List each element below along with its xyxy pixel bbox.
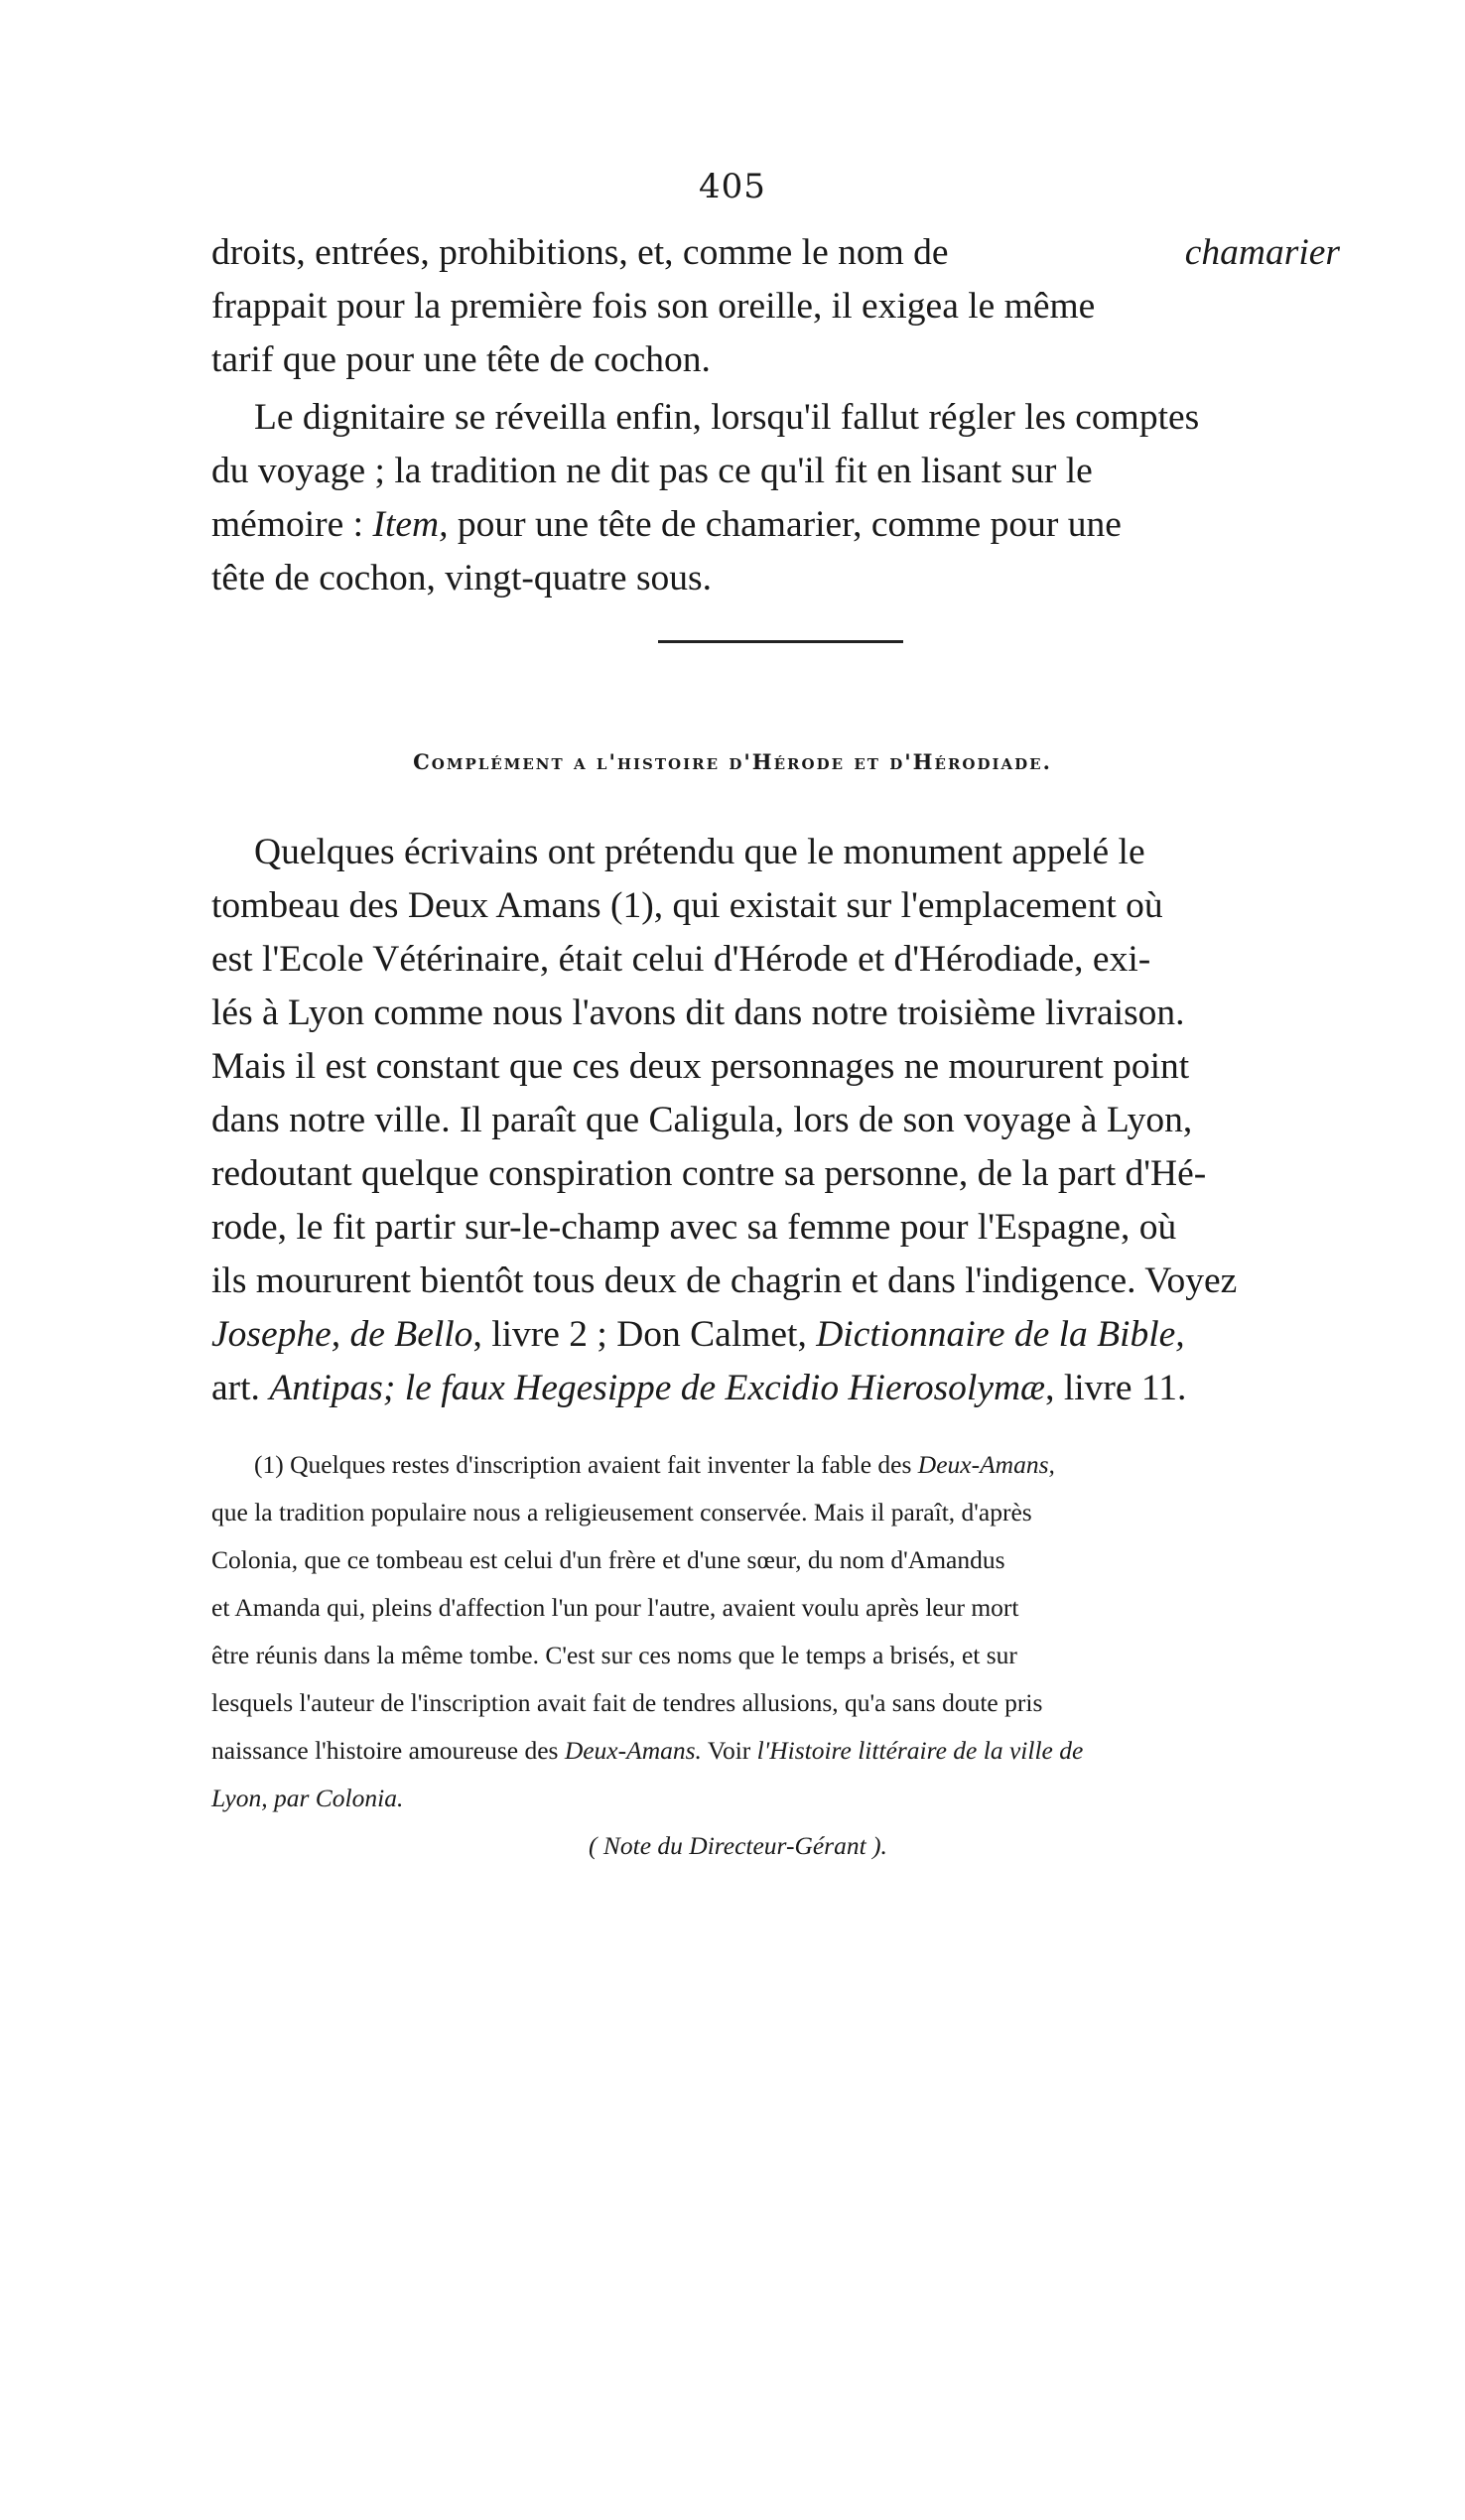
footnote-line xyxy=(211,1536,1340,1584)
text-line xyxy=(211,1147,1340,1201)
text-span-italic: Josephe, de Bello xyxy=(211,1314,473,1355)
text-span: (1) Quelques restes d'inscription avaient fait inventer la fable des xyxy=(254,1450,918,1479)
footnote-line xyxy=(211,1679,1340,1727)
text-span: redoutant quelque conspiration contre sa personne, de la part d'Hé- xyxy=(211,1153,1207,1194)
text-span-italic: Lyon, par Colonia. xyxy=(211,1784,404,1812)
text-span: ils moururent bientôt tous deux de chagrin et dans l'indigence. Voyez xyxy=(211,1260,1238,1301)
text-span: tarif que pour une tête de cochon. xyxy=(211,339,711,380)
text-span: Voir xyxy=(701,1736,757,1765)
text-line xyxy=(211,1362,1340,1415)
footnote-line xyxy=(211,1632,1340,1679)
text-span: être réunis dans la même tombe. C'est sur ces noms que le temps a brisés, et sur xyxy=(211,1641,1017,1669)
upper-text xyxy=(211,226,1340,605)
footnote-line xyxy=(211,1727,1340,1775)
text-span: naissance l'histoire amoureuse des xyxy=(211,1736,565,1765)
text-span: tombeau des Deux Amans (1), qui existait sur l'emplacement où xyxy=(211,885,1163,926)
text-span-italic: Deux-Amans, xyxy=(917,1450,1055,1479)
footnote-line xyxy=(211,1489,1340,1536)
footnote-line xyxy=(211,1775,1340,1822)
text-span: et Amanda qui, pleins d'affection l'un pour l'autre, avaient voulu après leur mort xyxy=(211,1593,1019,1622)
text-span: Mais il est constant que ces deux personnages ne moururent point xyxy=(211,1046,1190,1087)
text-span: lesquels l'auteur de l'inscription avait fait de tendres allusions, qu'a sans doute pris xyxy=(211,1688,1043,1717)
text-line xyxy=(211,1094,1340,1147)
footnote-signature xyxy=(211,1822,1340,1870)
page-number: 405 xyxy=(699,167,766,206)
text-span-italic: Deux-Amans. xyxy=(564,1736,702,1765)
text-span-italic: l'Histoire littéraire de la ville de xyxy=(756,1736,1084,1765)
text-span: art. xyxy=(211,1368,270,1408)
text-line xyxy=(211,1040,1340,1094)
text-span: Le dignitaire se réveilla enfin, lorsqu'il fallut régler les comptes xyxy=(254,397,1200,438)
text-line xyxy=(211,1255,1340,1308)
text-span: frappait pour la première fois son oreille, il exigea le même xyxy=(211,286,1096,327)
text-line xyxy=(211,445,1340,498)
footnote xyxy=(211,1441,1340,1870)
text-line xyxy=(211,1201,1340,1255)
text-span: , livre 11. xyxy=(1045,1368,1187,1408)
text-line xyxy=(211,280,1340,333)
text-span: Colonia, que ce tombeau est celui d'un frère et d'une sœur, du nom d'Amandus xyxy=(211,1545,1005,1574)
text-line xyxy=(211,1308,1340,1362)
text-span-italic: Item, xyxy=(372,504,449,545)
text-span: dans notre ville. Il paraît que Caligula, lors de son voyage à Lyon, xyxy=(211,1100,1193,1140)
text-line xyxy=(211,391,1340,445)
text-line xyxy=(211,333,1340,387)
footnote-line xyxy=(211,1441,1340,1489)
text-span-italic: Dictionnaire de la Bible, xyxy=(816,1314,1185,1355)
text-line xyxy=(211,987,1340,1040)
text-span: du voyage ; la tradition ne dit pas ce qu'il fit en lisant sur le xyxy=(211,451,1093,491)
text-line xyxy=(211,552,1340,605)
text-line xyxy=(211,879,1340,933)
section-heading: Complément a l'histoire d'Hérode et d'Hérodiade. xyxy=(413,749,1052,774)
text-span: mémoire : xyxy=(211,504,373,545)
text-span-italic: chamarier xyxy=(1184,232,1340,273)
text-span: est l'Ecole Vétérinaire, était celui d'Hérode et d'Hérodiade, exi- xyxy=(211,939,1151,980)
section-body xyxy=(211,826,1340,1415)
text-line xyxy=(211,498,1340,552)
text-line xyxy=(211,826,1340,879)
footnote-line xyxy=(211,1584,1340,1632)
text-span: pour une tête de chamarier, comme pour une xyxy=(448,504,1122,545)
text-span: tête de cochon, vingt-quatre sous. xyxy=(211,558,713,598)
text-line xyxy=(211,226,1340,280)
text-span: rode, le fit partir sur-le-champ avec sa femme pour l'Espagne, où xyxy=(211,1207,1177,1248)
text-span: lés à Lyon comme nous l'avons dit dans notre troisième livraison. xyxy=(211,993,1185,1033)
text-span: Quelques écrivains ont prétendu que le monument appelé le xyxy=(254,832,1145,872)
text-span: que la tradition populaire nous a religieusement conservée. Mais il paraît, d'après xyxy=(211,1498,1032,1526)
text-span: , livre 2 ; Don Calmet, xyxy=(472,1314,817,1355)
text-span-italic: Antipas; le faux Hegesippe de Excidio Hierosolymæ xyxy=(269,1368,1046,1408)
section-divider xyxy=(658,640,903,643)
text-line xyxy=(211,933,1340,987)
text-span: droits, entrées, prohibitions, et, comme le nom de xyxy=(211,232,949,273)
text-span-italic: ( Note du Directeur-Gérant ). xyxy=(589,1831,887,1860)
